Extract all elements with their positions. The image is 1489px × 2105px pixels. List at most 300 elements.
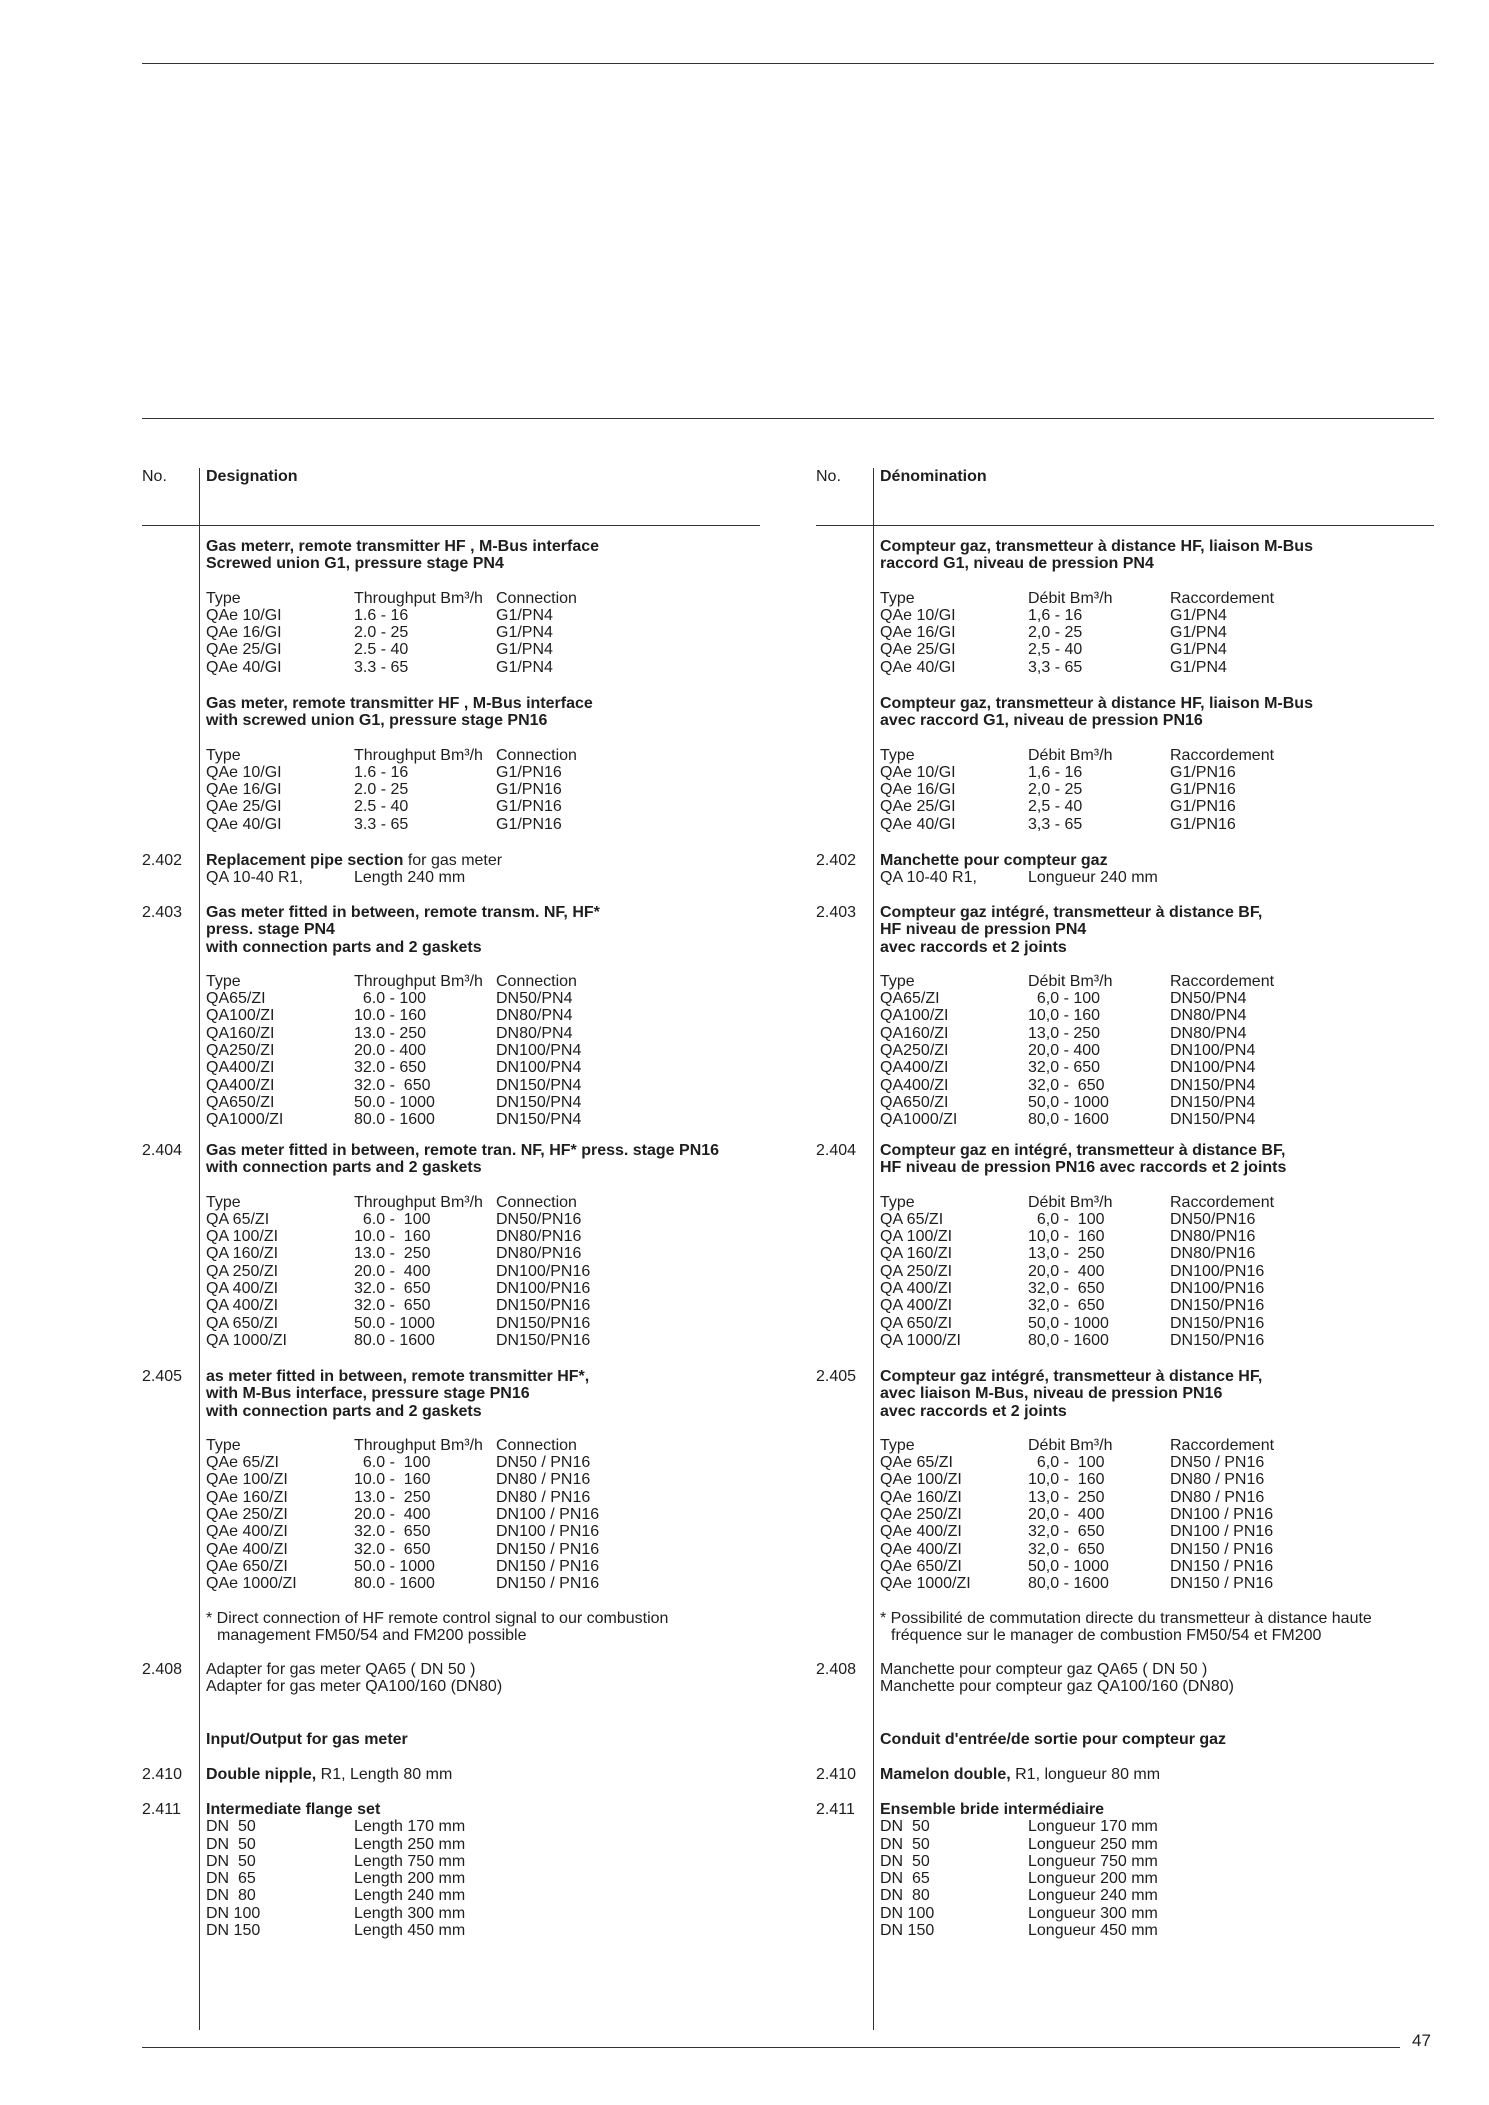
table-cell: DN150/PN16 — [496, 1314, 591, 1332]
item-heading — [206, 904, 766, 956]
table-cell: QAe 25/GI — [880, 798, 956, 816]
table-cell: QAe 650/ZI — [206, 1557, 288, 1575]
table-cell: DN 50 — [206, 1818, 256, 1836]
table-cell: 50.0 - 1000 — [354, 1314, 435, 1332]
table-row — [880, 624, 1440, 641]
item-number-2411: 2.411 — [142, 1801, 181, 1818]
table-cell: G1/PN16 — [1170, 781, 1236, 799]
table-row — [206, 1280, 766, 1297]
text-line: HF niveau de pression PN16 avec raccords et 2 joints — [880, 1159, 1287, 1177]
table-cell: QA250/ZI — [206, 1042, 275, 1060]
table-cell: Longueur 250 mm — [1028, 1835, 1158, 1853]
table-row — [206, 1506, 766, 1523]
table-row — [206, 1905, 766, 1922]
table-cell: 20.0 - 400 — [354, 1042, 427, 1060]
table-cell: 32.0 - 650 — [354, 1540, 431, 1558]
table-row — [880, 1887, 1440, 1904]
table-row — [880, 1059, 1440, 1076]
spec-table — [880, 1194, 1440, 1350]
section-heading — [206, 695, 766, 730]
table-row — [206, 1297, 766, 1314]
item-number-2405: 2.405 — [142, 1368, 183, 1385]
footnote: * Possibilité de commutation directe du transmetteur à distance haute fréquence sur le manager de combustion FM50/54 et FM200 — [880, 1609, 1372, 1644]
table-cell: DN150/PN4 — [496, 1093, 582, 1111]
table-cell: QAe 16/GI — [880, 781, 956, 799]
table-cell: QA400/ZI — [206, 1076, 275, 1094]
item-2405 — [206, 1368, 766, 1644]
text-line: Screwed union G1, pressure stage PN4 — [206, 555, 504, 573]
column-header: Throughput Bm³/h — [354, 972, 483, 990]
table-cell: QA400/ZI — [206, 1059, 275, 1077]
table-cell: 50,0 - 1000 — [1028, 1557, 1109, 1575]
table-cell: QAe 160/ZI — [206, 1488, 288, 1506]
table-cell: QAe 250/ZI — [880, 1506, 962, 1524]
table-cell: Length 170 mm — [354, 1818, 466, 1836]
page-number: 47 — [1412, 2031, 1431, 2050]
text-line: HF niveau de pression PN4 — [880, 921, 1087, 939]
table-cell: DN50/PN16 — [1170, 1210, 1256, 1228]
table-header — [206, 1194, 766, 1211]
section-heading — [206, 538, 766, 573]
table-row — [880, 607, 1440, 624]
table-cell: 32,0 - 650 — [1028, 1297, 1105, 1315]
text-line: Manchette pour compteur gaz QA65 ( DN 50 ) — [880, 1661, 1208, 1678]
text-line: Manchette pour compteur gaz QA100/160 (DN80) — [880, 1678, 1234, 1696]
text-line: with connection parts and 2 gaskets — [206, 1402, 482, 1420]
table-cell: G1/PN4 — [1170, 658, 1227, 676]
table-header — [206, 1437, 766, 1454]
table-cell: DN150 / PN16 — [496, 1557, 600, 1575]
table-header — [206, 747, 766, 764]
table-header — [206, 973, 766, 990]
table-cell: QA100/ZI — [880, 1007, 949, 1025]
table-cell: 10.0 - 160 — [354, 1471, 431, 1489]
item-title: Mamelon double, — [880, 1766, 1011, 1783]
table-cell: 32,0 - 650 — [1028, 1076, 1105, 1094]
table-row — [880, 1077, 1440, 1094]
table-cell: 13,0 - 250 — [1028, 1488, 1105, 1506]
table-cell: 10,0 - 160 — [1028, 1007, 1101, 1025]
column-header: Throughput Bm³/h — [354, 1436, 483, 1454]
table-cell: DN80/PN16 — [496, 1245, 582, 1263]
table-row — [880, 1922, 1440, 1939]
table-row — [206, 1489, 766, 1506]
table-row — [880, 1094, 1440, 1111]
column-header: Débit Bm³/h — [1028, 1193, 1113, 1211]
table-row — [880, 1025, 1440, 1042]
table-cell: DN100 / PN16 — [496, 1523, 600, 1541]
top-rule — [142, 63, 1434, 64]
column-header: Type — [880, 589, 915, 607]
table-cell: DN150 / PN16 — [1170, 1575, 1274, 1593]
table-cell: G1/PN16 — [496, 763, 562, 781]
spec-table — [206, 973, 766, 1129]
table-cell: QA 65/ZI — [206, 1210, 270, 1228]
table-cell: DN100/PN16 — [1170, 1280, 1265, 1298]
table-row — [880, 1818, 1440, 1835]
table-row — [880, 798, 1440, 815]
item-2404 — [206, 1142, 766, 1349]
table-cell: 2.5 - 40 — [354, 641, 409, 659]
column-header: Connection — [496, 972, 577, 990]
table-row — [880, 1332, 1440, 1349]
column-header: Throughput Bm³/h — [354, 1193, 483, 1211]
spec-table — [880, 747, 1440, 833]
table-row — [206, 1111, 766, 1128]
table-row — [880, 781, 1440, 798]
table-cell: QA 400/ZI — [880, 1280, 953, 1298]
table-row — [880, 1111, 1440, 1128]
table-cell: 2.0 - 25 — [354, 624, 409, 642]
right-column-divider — [873, 468, 874, 2030]
item-2402 — [880, 852, 1440, 887]
item-2403 — [206, 904, 766, 1129]
table-cell: DN100 / PN16 — [1170, 1523, 1274, 1541]
item-number-2403: 2.403 — [142, 904, 183, 921]
table-row — [880, 1263, 1440, 1280]
table-cell: DN100/PN16 — [1170, 1262, 1265, 1280]
text-line: with connection parts and 2 gaskets — [206, 938, 482, 956]
table-cell: QA 250/ZI — [880, 1262, 953, 1280]
table-cell: QAe 65/ZI — [206, 1454, 279, 1472]
table-cell: QA650/ZI — [206, 1093, 275, 1111]
item-number-2405: 2.405 — [816, 1368, 857, 1385]
table-cell: DN150 / PN16 — [496, 1540, 600, 1558]
item-number-2408: 2.408 — [142, 1661, 183, 1678]
table-cell: 32,0 - 650 — [1028, 1540, 1105, 1558]
table-row — [880, 1280, 1440, 1297]
column-header: Type — [206, 746, 241, 764]
spec-table — [206, 747, 766, 833]
column-header: Type — [206, 589, 241, 607]
table-row — [206, 1454, 766, 1471]
item-number-2410: 2.410 — [142, 1766, 183, 1783]
column-header: Type — [880, 1436, 915, 1454]
table-cell: 20,0 - 400 — [1028, 1042, 1101, 1060]
item-length: Length 240 mm — [354, 869, 466, 887]
table-cell: DN 80 — [880, 1887, 930, 1905]
table-row — [206, 624, 766, 641]
table-cell: DN80/PN16 — [1170, 1228, 1256, 1246]
table-cell: DN80/PN4 — [1170, 1024, 1247, 1042]
table-cell: G1/PN4 — [496, 624, 553, 642]
table-cell: QA 160/ZI — [880, 1245, 953, 1263]
table-cell: DN150 / PN16 — [1170, 1557, 1274, 1575]
table-cell: QA400/ZI — [880, 1076, 949, 1094]
section-2 — [206, 695, 766, 833]
table-row — [880, 1836, 1440, 1853]
table-row — [880, 1454, 1440, 1471]
right-header-rule — [816, 525, 1434, 526]
column-header: Raccordement — [1170, 1436, 1275, 1454]
table-cell: G1/PN16 — [496, 781, 562, 799]
table-cell: QAe 400/ZI — [880, 1540, 962, 1558]
table-row — [206, 1558, 766, 1575]
table-cell: 2,0 - 25 — [1028, 624, 1083, 642]
table-cell: DN100/PN16 — [496, 1262, 591, 1280]
column-header: Connection — [496, 1436, 577, 1454]
table-cell: 20,0 - 400 — [1028, 1506, 1105, 1524]
table-cell: G1/PN4 — [496, 658, 553, 676]
table-cell: 6.0 - 100 — [354, 1210, 431, 1228]
table-cell: QAe 40/GI — [206, 815, 282, 833]
table-header — [880, 747, 1440, 764]
item-model: QA 10-40 R1, — [206, 869, 303, 887]
item-2408 — [206, 1661, 766, 1696]
text-line: press. stage PN4 — [206, 921, 335, 939]
table-cell: G1/PN4 — [1170, 624, 1227, 642]
table-cell: Longueur 300 mm — [1028, 1904, 1158, 1922]
table-row — [880, 1042, 1440, 1059]
item-heading — [880, 904, 1440, 956]
table-cell: QA 650/ZI — [880, 1314, 953, 1332]
table-row — [206, 1094, 766, 1111]
table-cell: QAe 10/GI — [880, 763, 956, 781]
table-cell: 50,0 - 1000 — [1028, 1093, 1109, 1111]
table-row — [206, 1575, 766, 1592]
table-cell: QA650/ZI — [880, 1093, 949, 1111]
table-cell: Longueur 750 mm — [1028, 1852, 1158, 1870]
table-cell: DN 50 — [880, 1835, 930, 1853]
table-cell: 50.0 - 1000 — [354, 1093, 435, 1111]
table-cell: QAe 16/GI — [206, 624, 282, 642]
table-row — [206, 1263, 766, 1280]
table-cell: DN 150 — [880, 1922, 935, 1940]
table-cell: DN80/PN4 — [496, 1024, 573, 1042]
table-row — [880, 816, 1440, 833]
table-cell: 32.0 - 650 — [354, 1297, 431, 1315]
left-column-divider — [199, 468, 200, 2030]
table-cell: 6,0 - 100 — [1028, 1210, 1105, 1228]
table-row — [880, 1870, 1440, 1887]
table-cell: 13,0 - 250 — [1028, 1024, 1101, 1042]
table-cell: QAe 16/GI — [880, 624, 956, 642]
table-cell: 6.0 - 100 — [354, 1454, 431, 1472]
table-cell: 13.0 - 250 — [354, 1488, 431, 1506]
table-row — [206, 1059, 766, 1076]
table-cell: DN50/PN4 — [1170, 990, 1247, 1008]
table-row — [206, 1245, 766, 1262]
text-line: raccord G1, niveau de pression PN4 — [880, 555, 1154, 573]
table-cell: 50.0 - 1000 — [354, 1557, 435, 1575]
text-line: with M-Bus interface, pressure stage PN16 — [206, 1385, 530, 1403]
table-header — [880, 1437, 1440, 1454]
table-cell: 20,0 - 400 — [1028, 1262, 1105, 1280]
section-heading — [880, 695, 1440, 730]
spec-table — [880, 1437, 1440, 1593]
table-cell: DN100 / PN16 — [496, 1506, 600, 1524]
table-cell: 32,0 - 650 — [1028, 1059, 1101, 1077]
text-line: Compteur gaz intégré, transmetteur à distance HF, — [880, 1368, 1263, 1385]
table-row — [206, 1315, 766, 1332]
text-line: Compteur gaz intégré, transmetteur à distance BF, — [880, 904, 1263, 921]
item-2408 — [880, 1661, 1440, 1696]
section-2 — [880, 695, 1440, 833]
table-cell: 1,6 - 16 — [1028, 763, 1083, 781]
table-cell: DN 100 — [880, 1904, 935, 1922]
text-line: Adapter for gas meter QA100/160 (DN80) — [206, 1678, 503, 1696]
table-row — [880, 1245, 1440, 1262]
table-cell: QA65/ZI — [206, 990, 266, 1008]
section-rule — [142, 418, 1434, 419]
column-header: Débit Bm³/h — [1028, 972, 1113, 990]
table-cell: DN150/PN16 — [496, 1331, 591, 1349]
table-cell: G1/PN16 — [1170, 798, 1236, 816]
table-row — [206, 1332, 766, 1349]
table-cell: DN150/PN4 — [1170, 1076, 1256, 1094]
table-cell: 1.6 - 16 — [354, 763, 409, 781]
table-cell: 80,0 - 1600 — [1028, 1111, 1109, 1129]
table-cell: QAe 400/ZI — [206, 1523, 288, 1541]
table-row — [880, 1905, 1440, 1922]
table-cell: G1/PN16 — [496, 798, 562, 816]
table-row — [206, 607, 766, 624]
item-title-rest: R1, Length 80 mm — [316, 1766, 453, 1783]
item-2411 — [880, 1801, 1440, 1939]
table-cell: QA400/ZI — [880, 1059, 949, 1077]
text-line: as meter fitted in between, remote transmitter HF*, — [206, 1368, 590, 1385]
table-cell: DN150/PN16 — [1170, 1314, 1265, 1332]
table-row — [880, 1315, 1440, 1332]
item-heading — [880, 1142, 1440, 1177]
footnote: * Direct connection of HF remote control signal to our combustion management FM50/54 and FM200 possible — [206, 1609, 669, 1644]
text-line: avec liaison M-Bus, niveau de pression PN16 — [880, 1385, 1223, 1403]
column-header: Type — [880, 972, 915, 990]
table-cell: DN150/PN4 — [496, 1111, 582, 1129]
table-row — [206, 1887, 766, 1904]
table-cell: QA65/ZI — [880, 990, 940, 1008]
table-cell: QAe 400/ZI — [206, 1540, 288, 1558]
table-cell: 13.0 - 250 — [354, 1245, 431, 1263]
table-cell: QAe 1000/ZI — [880, 1575, 971, 1593]
table-cell: QA 400/ZI — [880, 1297, 953, 1315]
table-row — [206, 781, 766, 798]
column-header: Débit Bm³/h — [1028, 589, 1113, 607]
table-row — [206, 1870, 766, 1887]
table-cell: 6,0 - 100 — [1028, 990, 1101, 1008]
flange-table — [880, 1818, 1440, 1939]
table-cell: 32.0 - 650 — [354, 1523, 431, 1541]
item-number-2404: 2.404 — [142, 1142, 183, 1159]
no-header: No. — [816, 468, 841, 485]
table-cell: DN80 / PN16 — [496, 1471, 591, 1489]
item-heading — [206, 1368, 766, 1420]
table-cell: QA 100/ZI — [206, 1228, 279, 1246]
table-header — [880, 590, 1440, 607]
column-header: Connection — [496, 746, 577, 764]
table-cell: DN100/PN4 — [1170, 1059, 1256, 1077]
table-cell: G1/PN4 — [1170, 641, 1227, 659]
table-cell: 2.0 - 25 — [354, 781, 409, 799]
item-heading: Intermediate flange set — [206, 1801, 381, 1818]
table-cell: DN150/PN16 — [1170, 1331, 1265, 1349]
text-line: Gas meterr, remote transmitter HF , M-Bus interface — [206, 538, 600, 555]
column-header: Raccordement — [1170, 746, 1275, 764]
table-cell: QA 1000/ZI — [206, 1331, 287, 1349]
table-cell: QA160/ZI — [206, 1024, 275, 1042]
table-cell: 80,0 - 1600 — [1028, 1575, 1109, 1593]
table-cell: 10,0 - 160 — [1028, 1228, 1105, 1246]
table-cell: DN100/PN4 — [496, 1042, 582, 1060]
table-cell: DN 100 — [206, 1904, 261, 1922]
table-cell: 80,0 - 1600 — [1028, 1331, 1109, 1349]
text-line: Gas meter fitted in between, remote transm. NF, HF* — [206, 904, 600, 921]
table-cell: QAe 65/ZI — [880, 1454, 953, 1472]
left-header-rule — [142, 525, 760, 526]
table-cell: QA 650/ZI — [206, 1314, 279, 1332]
table-row — [880, 1523, 1440, 1540]
table-cell: 20.0 - 400 — [354, 1506, 431, 1524]
item-number-2404: 2.404 — [816, 1142, 857, 1159]
item-2410 — [880, 1766, 1440, 1783]
table-cell: DN80 / PN16 — [496, 1488, 591, 1506]
table-cell: QAe 25/GI — [880, 641, 956, 659]
table-cell: QA 1000/ZI — [880, 1331, 961, 1349]
table-cell: Longueur 170 mm — [1028, 1818, 1158, 1836]
item-2405 — [880, 1368, 1440, 1644]
table-cell: DN 80 — [206, 1887, 256, 1905]
section-1 — [206, 538, 766, 676]
table-cell: DN150/PN16 — [1170, 1297, 1265, 1315]
table-cell: 10.0 - 160 — [354, 1007, 427, 1025]
section-1 — [880, 538, 1440, 676]
table-cell: 6.0 - 100 — [354, 990, 427, 1008]
table-row — [206, 1853, 766, 1870]
table-cell: 50,0 - 1000 — [1028, 1314, 1109, 1332]
spec-table — [206, 1437, 766, 1593]
table-row — [880, 1558, 1440, 1575]
table-cell: DN80 / PN16 — [1170, 1488, 1265, 1506]
item-model: QA 10-40 R1, — [880, 869, 977, 887]
table-cell: G1/PN16 — [1170, 763, 1236, 781]
table-cell: QAe 400/ZI — [880, 1523, 962, 1541]
table-cell: 10.0 - 160 — [354, 1228, 431, 1246]
table-cell: G1/PN4 — [496, 641, 553, 659]
column-header: Type — [880, 1193, 915, 1211]
item-2410 — [206, 1766, 766, 1783]
text-line: with screwed union G1, pressure stage PN16 — [206, 712, 548, 730]
item-2403 — [880, 904, 1440, 1129]
table-cell: 13,0 - 250 — [1028, 1245, 1105, 1263]
table-row — [880, 1853, 1440, 1870]
table-cell: QA 250/ZI — [206, 1262, 279, 1280]
table-row — [880, 990, 1440, 1007]
item-title-rest: for gas meter — [403, 852, 503, 869]
table-cell: QAe 40/GI — [880, 815, 956, 833]
table-cell: 32.0 - 650 — [354, 1280, 431, 1298]
item-number-2402: 2.402 — [142, 852, 183, 869]
flange-table — [206, 1818, 766, 1939]
spec-table — [880, 973, 1440, 1129]
column-header: Raccordement — [1170, 589, 1275, 607]
table-cell: QAe 1000/ZI — [206, 1575, 297, 1593]
table-row — [206, 1077, 766, 1094]
table-cell: QAe 650/ZI — [880, 1557, 962, 1575]
table-cell: QAe 40/GI — [206, 658, 282, 676]
item-length: Longueur 240 mm — [1028, 869, 1158, 887]
table-cell: QAe 10/GI — [206, 606, 282, 624]
table-cell: 32.0 - 650 — [354, 1059, 427, 1077]
table-row — [880, 1471, 1440, 1488]
designation-header: Designation — [206, 468, 298, 485]
table-cell: 2,0 - 25 — [1028, 781, 1083, 799]
table-cell: DN80/PN16 — [496, 1228, 582, 1246]
table-cell: DN50 / PN16 — [1170, 1454, 1265, 1472]
table-row — [880, 1489, 1440, 1506]
table-cell: Longueur 200 mm — [1028, 1870, 1158, 1888]
text-line: Compteur gaz en intégré, transmetteur à distance BF, — [880, 1142, 1286, 1159]
item-number-2411: 2.411 — [816, 1801, 855, 1818]
